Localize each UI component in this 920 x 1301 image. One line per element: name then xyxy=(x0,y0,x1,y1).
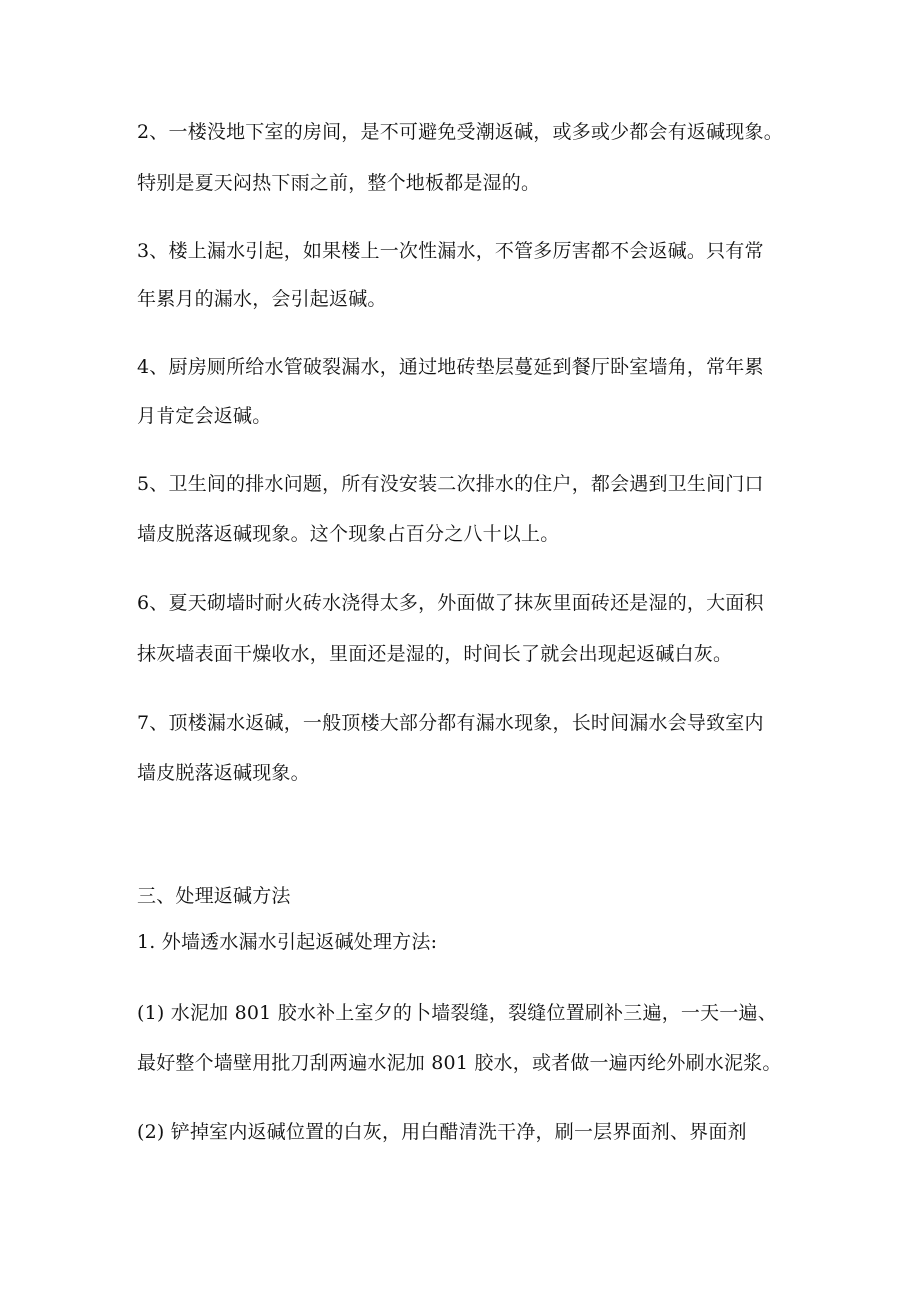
paragraph-6-line-2: 抹灰墙表面干燥收水，里面还是湿的，时间长了就会出现起返碱白灰。 xyxy=(137,643,733,665)
paragraph-3-line-2: 年累月的漏水，会引起返碱。 xyxy=(137,288,387,310)
method-2-line-1: (2) 铲掉室内返碱位置的白灰，用白醋清洗干净，刷一层界面剂、界面剂 xyxy=(137,1121,747,1143)
paragraph-2-line-2: 特别是夏天闷热下雨之前，整个地板都是湿的。 xyxy=(137,172,541,194)
paragraph-3-line-1: 3、楼上漏水引起，如果楼上一次性漏水，不管多厉害都不会返碱。只有常 xyxy=(137,240,764,262)
paragraph-2-line-1: 2、一楼没地下室的房间，是不可避免受潮返碱，或多或少都会有返碱现象。 xyxy=(137,121,783,143)
paragraph-7-line-2: 墙皮脱落返碱现象。 xyxy=(137,762,310,784)
method-1-line-2: 最好整个墙壁用批刀刮两遍水泥加 801 胶水，或者做一遍丙纶外刷水泥浆。 xyxy=(137,1052,782,1074)
subsection-heading: 1. 外墙透水漏水引起返碱处理方法: xyxy=(137,931,438,953)
section-heading: 三、处理返碱方法 xyxy=(137,885,291,907)
paragraph-4-line-1: 4、厨房厕所给水管破裂漏水，通过地砖垫层蔓延到餐厅卧室墙角，常年累 xyxy=(137,356,764,378)
paragraph-5-line-2: 墙皮脱落返碱现象。这个现象占百分之八十以上。 xyxy=(137,523,560,545)
paragraph-7-line-1: 7、顶楼漏水返碱，一般顶楼大部分都有漏水现象，长时间漏水会导致室内 xyxy=(137,712,764,734)
paragraph-5-line-1: 5、卫生间的排水问题，所有没安装二次排水的住户，都会遇到卫生间门口 xyxy=(137,473,764,495)
method-1-line-1: (1) 水泥加 801 胶水补上室夕的卜墙裂缝，裂缝位置刷补三遍，一天一遍、 xyxy=(137,1002,777,1024)
paragraph-6-line-1: 6、夏天砌墙时耐火砖水浇得太多，外面做了抹灰里面砖还是湿的，大面积 xyxy=(137,592,764,614)
paragraph-4-line-2: 月肯定会返碱。 xyxy=(137,405,272,427)
